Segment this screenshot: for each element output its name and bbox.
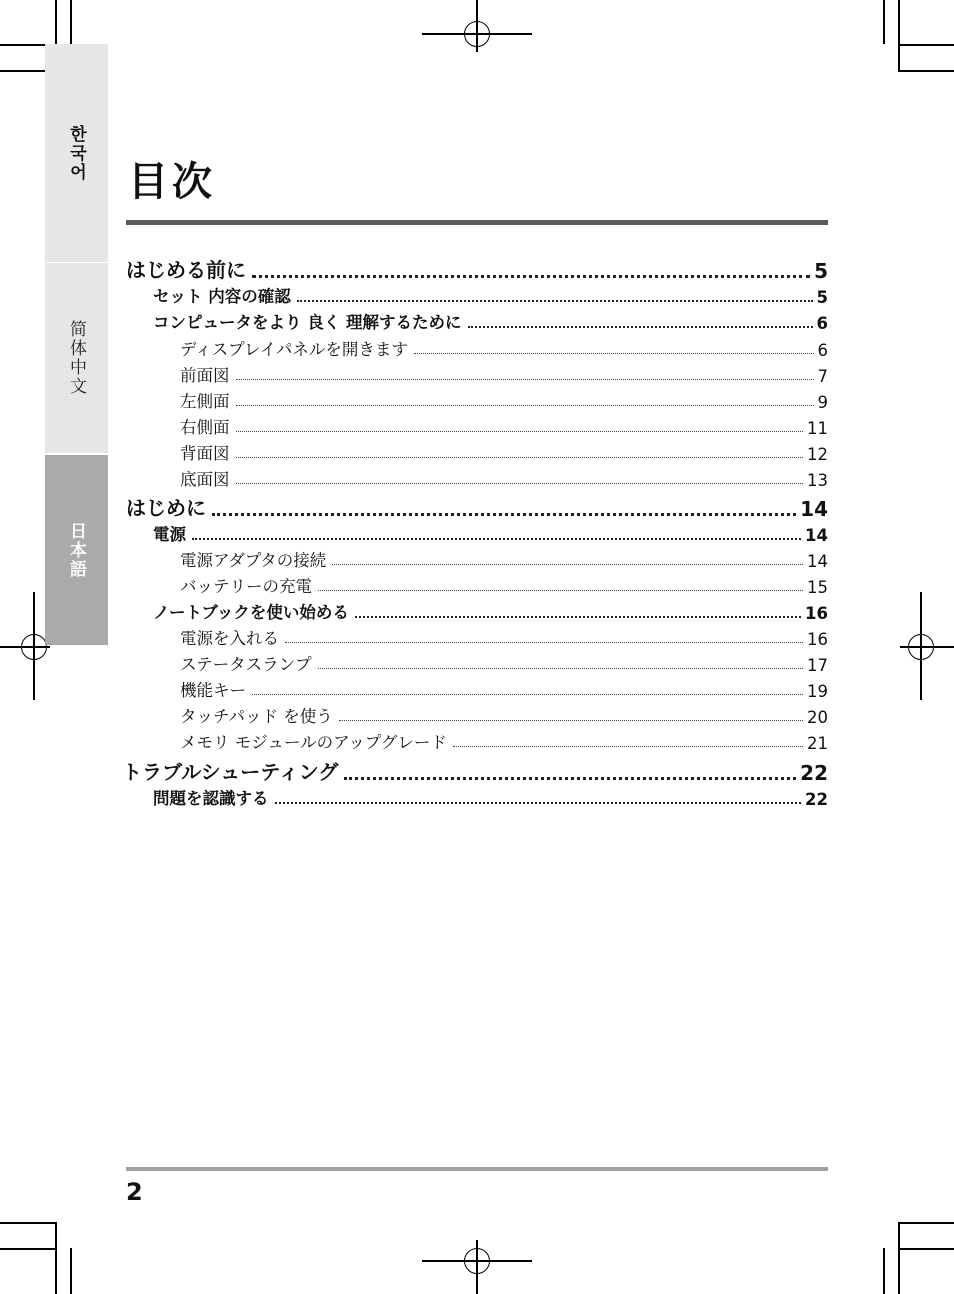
toc-entry[interactable] — [180, 703, 828, 727]
crop-mark — [883, 1248, 885, 1294]
toc-entry-title: 前面図 — [180, 366, 230, 385]
toc-entry-title: 右側面 — [180, 418, 230, 437]
crop-mark — [898, 44, 954, 46]
toc-leader-dots — [285, 642, 803, 643]
crop-mark — [0, 1248, 56, 1250]
toc-leader-dots — [236, 457, 804, 458]
toc-entry-page: 14 — [805, 526, 828, 545]
tab-chinese-label: 简体中文 — [66, 320, 86, 396]
toc-entry-title: コンピュータをより 良く 理解するために — [153, 313, 462, 332]
toc-entry-page: 7 — [817, 367, 828, 386]
crop-mark — [898, 1222, 954, 1224]
toc-entry[interactable] — [180, 388, 828, 412]
toc-entry-page: 5 — [816, 288, 828, 307]
toc-entry-page: 21 — [807, 734, 828, 753]
tab-japanese[interactable] — [45, 455, 108, 645]
crop-mark — [898, 0, 900, 72]
toc-entry-title: ステータスランプ — [180, 655, 312, 674]
toc-entry[interactable] — [153, 785, 828, 809]
toc-entry[interactable] — [153, 599, 828, 623]
toc-entry-page: 13 — [807, 471, 828, 490]
tab-korean[interactable] — [45, 44, 108, 262]
registration-circle — [908, 634, 934, 660]
toc-entry-page: 16 — [805, 604, 828, 623]
toc-leader-dots — [236, 483, 804, 484]
toc-leader-dots — [252, 694, 803, 695]
toc-entry-title: メモリ モジュールのアップグレード — [180, 733, 447, 752]
toc-leader-dots — [192, 538, 801, 540]
toc-entry[interactable] — [180, 651, 828, 675]
toc-entry-page: 22 — [800, 761, 828, 785]
toc-leader-dots — [468, 326, 813, 328]
toc-entry-page: 5 — [814, 259, 828, 283]
toc-leader-dots — [332, 564, 803, 565]
crop-mark — [55, 1222, 57, 1294]
toc-entry[interactable] — [180, 547, 828, 571]
toc-entry[interactable] — [153, 521, 828, 545]
toc-entry[interactable] — [180, 466, 828, 490]
toc-leader-dots — [414, 353, 814, 354]
toc-entry-title: ディスプレイパネルを開きます — [180, 340, 408, 359]
toc-leader-dots — [236, 379, 814, 380]
toc-entry-title: 左側面 — [180, 392, 230, 411]
toc-entry-page: 20 — [807, 708, 828, 727]
toc-entry-page: 14 — [800, 497, 828, 521]
toc-entry-page: 19 — [807, 682, 828, 701]
toc-leader-dots — [236, 431, 804, 432]
crop-mark — [883, 0, 885, 44]
registration-circle — [464, 21, 490, 47]
tab-korean-label: 한국어 — [66, 124, 86, 182]
toc-entry-title: 電源アダプタの接続 — [180, 551, 327, 570]
toc-entry[interactable] — [153, 309, 828, 333]
footer-divider — [126, 1167, 828, 1171]
crop-mark — [898, 1222, 900, 1294]
toc-entry-title: 問題を認識する — [153, 789, 269, 808]
registration-circle — [21, 634, 47, 660]
toc-entry-page: 17 — [807, 656, 828, 675]
crop-mark — [70, 0, 72, 44]
toc-entry-title: バッテリーの充電 — [180, 577, 312, 596]
toc-entry[interactable] — [180, 625, 828, 649]
toc-entry[interactable] — [153, 283, 828, 307]
toc-entry-page: 15 — [807, 578, 828, 597]
toc-leader-dots — [355, 616, 801, 618]
toc-entry-page: 16 — [807, 630, 828, 649]
toc-leader-dots — [318, 668, 803, 669]
toc-entry[interactable] — [180, 414, 828, 438]
toc-entry-page: 6 — [817, 341, 828, 360]
toc-entry[interactable] — [180, 729, 828, 753]
toc-entry[interactable] — [180, 336, 828, 360]
toc-entry-title: はじめに — [126, 496, 206, 520]
toc-entry[interactable] — [126, 254, 828, 283]
page-number: 2 — [126, 1178, 143, 1206]
toc-entry[interactable] — [180, 677, 828, 701]
toc-entry-page: 6 — [816, 314, 828, 333]
crop-mark — [898, 1248, 954, 1250]
toc-leader-dots — [318, 590, 803, 591]
toc-entry-title: 底面図 — [180, 470, 230, 489]
toc-entry-page: 12 — [807, 445, 828, 464]
toc-entry[interactable] — [180, 440, 828, 464]
toc-entry-title: 電源 — [153, 525, 186, 544]
toc-entry-page: 14 — [807, 552, 828, 571]
toc-entry-page: 11 — [807, 419, 828, 438]
toc-entry[interactable] — [126, 492, 828, 521]
toc-leader-dots — [252, 275, 810, 278]
toc-entry-page: 22 — [805, 790, 828, 809]
crop-mark — [70, 1248, 72, 1294]
toc-leader-dots — [339, 720, 803, 721]
toc-entry-title: タッチパッド を使う — [180, 707, 333, 726]
toc-leader-dots — [297, 300, 813, 302]
title-divider — [126, 220, 828, 225]
toc-entry-title: トラブルシューティング — [122, 760, 339, 784]
tab-chinese[interactable] — [45, 263, 108, 453]
toc-entry-title: 背面図 — [180, 444, 230, 463]
toc-entry-title: はじめる前に — [126, 258, 246, 282]
toc-entry-title: ノートブックを使い始める — [153, 603, 349, 622]
page-title: 目次 — [128, 159, 216, 205]
toc-leader-dots — [453, 746, 803, 747]
toc-entry[interactable] — [122, 756, 828, 785]
toc-leader-dots — [344, 777, 796, 780]
tab-japanese-label: 日本語 — [66, 521, 86, 579]
toc-entry-title: 電源を入れる — [180, 629, 279, 648]
crop-mark — [898, 70, 954, 72]
toc-entry-title: 機能キー — [180, 681, 246, 700]
toc-entry[interactable] — [180, 573, 828, 597]
registration-circle — [464, 1248, 490, 1274]
toc-leader-dots — [275, 802, 802, 804]
crop-mark — [0, 1222, 56, 1224]
toc-entry[interactable] — [180, 362, 828, 386]
toc-leader-dots — [212, 513, 796, 516]
toc-entry-title: セット 内容の確認 — [153, 287, 291, 306]
toc-entry-page: 9 — [817, 393, 828, 412]
toc-leader-dots — [236, 405, 814, 406]
